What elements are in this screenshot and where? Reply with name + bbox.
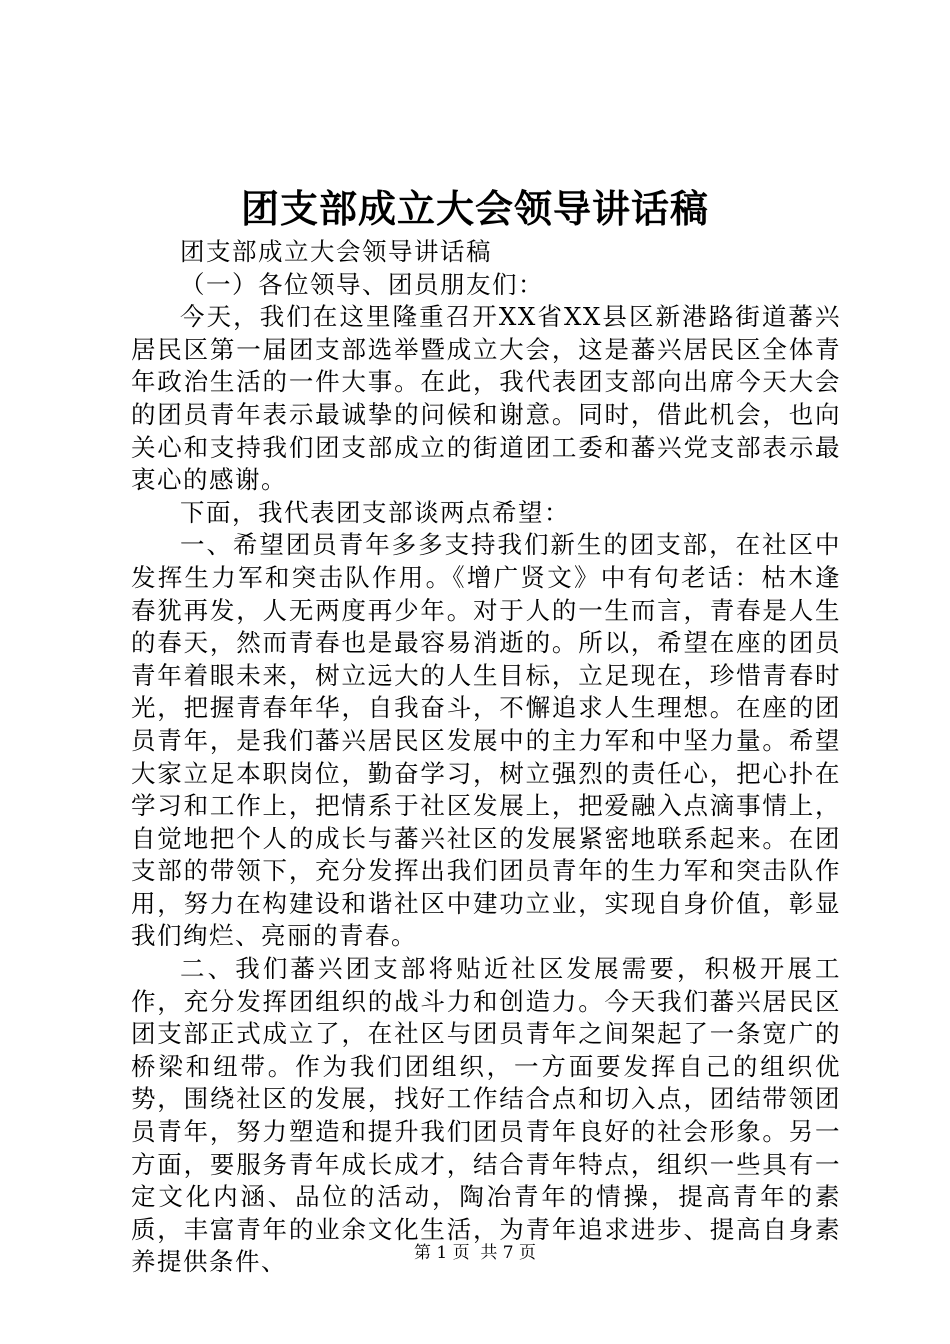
paragraph-subtitle: 团支部成立大会领导讲话稿 [180,237,492,266]
page-footer [0,1242,950,1264]
page-number-label: 第 1 页 共 7 页 [413,1243,537,1263]
paragraph-hope-one: 一、希望团员青年多多支持我们新生的团支部，在社区中发挥生力军和突击队作用。《增广贤文》中有句老话：枯木逢春犹再发，人无两度再少年。对于人的一生而言，青春是人生的春天，然而青春也是最容易消逝的。所以，希望在座的团员青年着眼未来，树立远大的人生目标，立足现在，珍惜青春时光，把握青春年华，自我奋斗，不懈追求人生理想。在座的团员青年，是我们蕃兴居民区发展中的主力军和中坚力量。希望大家立足本职岗位，勤奋学习，树立强烈的责任心，把心扑在学习和工作上，把情系于社区发展上，把爱融入点滴事情上，自觉地把个人的成长与蕃兴社区的发展紧密地联系起来。在团支部的带领下，充分发挥出我们团员青年的生力军和突击队作用，努力在构建设和谐社区中建功立业，实现自身价值，彰显我们绚烂、亮丽的青春。 [131,530,841,951]
document-title: 团支部成立大会领导讲话稿 [240,186,709,231]
paragraph-salutation: （一）各位领导、团员朋友们： [180,269,544,299]
paragraph-hope-two: 二、我们蕃兴团支部将贴近社区发展需要，积极开展工作，充分发挥团组织的战斗力和创造力。今天我们蕃兴居民区团支部正式成立了，在社区与团员青年之间架起了一条宽广的桥梁和纽带。作为我们团组织，一方面要发挥自己的组织优势，围绕社区的发展，找好工作结合点和切入点，团结带领团员青年，努力塑造和提升我们团员青年良好的社会形象。另一方面，要服务青年成长成才，结合青年特点，组织一些具有一定文化内涵、品位的活动，陶冶青年的情操，提高青年的素质，丰富青年的业余文化生活，为青年追求进步、提高自身素养提供条件、 [131,954,841,1277]
paragraph-opening: 今天，我们在这里隆重召开XX省XX县区新港路街道蕃兴居民区第一届团支部选举暨成立大会，这是蕃兴居民区全体青年政治生活的一件大事。在此，我代表团支部向出席今天大会的团员青年表示最诚挚的问候和谢意。同时，借此机会，也向关心和支持我们团支部成立的街道团工委和蕃兴党支部表示最衷心的感谢。 [131,302,841,495]
document-body [131,236,841,1279]
paragraph-transition: 下面，我代表团支部谈两点希望： [180,497,570,527]
